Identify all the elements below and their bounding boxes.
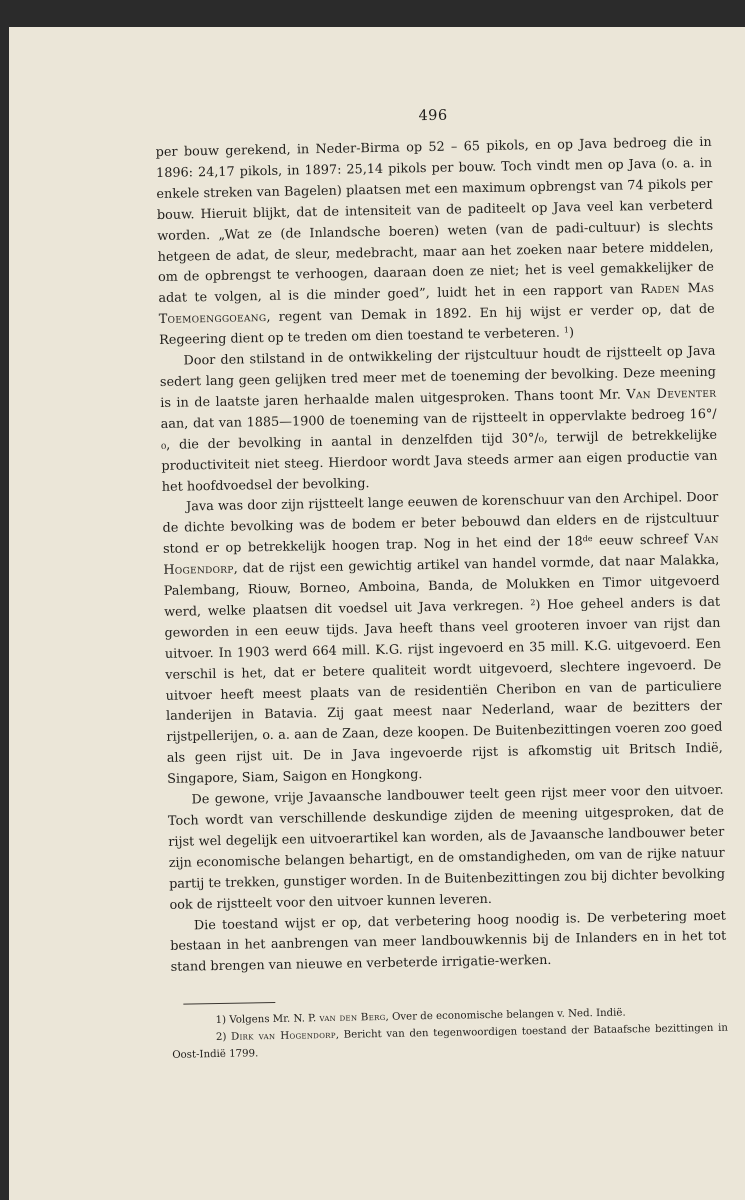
footnote-1: 1) Volgens Mr. N. P. van den Berg, Over de economische belangen v. Ned. Indië. [215, 1007, 626, 1027]
paragraph-5: Die toestand wijst er op, dat verbetering hoog noodig is. De verbetering moet bestaan in het aanbrengen van meer landbouwkennis bij de Inlanders en in het tot stand brengen van nieuwe en verbeterde irrigatie-werken. [170, 908, 727, 976]
footnotes [171, 1003, 728, 1064]
paragraph-4: De gewone, vrije Javaansche landbouwer teelt geen rijst meer voor den uitvoer. Toch wordt van verschillende deskundige zijden de meening uitgesproken, dat de rijst wel degelijk een uitvoerartikel kan worden, als de Javaansche landbouwer beter zijn economische belangen behartigt, en de omstandigheden, om van de rijke natuur partij te trekken, gunstiger worden. In de Buitenbezittingen zou bij dichter bevolking ook de rijstteelt voor den uitvoer kunnen leveren. [167, 782, 726, 913]
body-text [156, 133, 727, 979]
paragraph-2: Door den stilstand in de ontwikkeling der rijstcultuur houdt de rijstteelt op Java sedert lang geen gelijken tred meer met de toeneming der bevolking. Deze meening is in de laatste jaren herhaalde malen uitgesproken. Thans toont Mr. Van Deventer aan, dat van 1885—1900 de toeneming van de rijstteelt in oppervlakte bedroeg 16°/₀, die der bevolking in aantal in denzelfden tijd 30°/₀, terwijl de betrekkelijke productiviteit niet steeg. Hierdoor wordt Java steeds armer aan eigen productie van het hoofdvoedsel der bevolking. [159, 343, 718, 495]
page-number: 496 [418, 107, 448, 125]
page-content [155, 103, 728, 1064]
paragraph-1: per bouw gerekend, in Neder-Birma op 52 – 65 pikols, en op Java bedroeg die in 1896: 24,17 pikols, in 1897: 25,14 pikols per bouw. Toch vindt men op Java (o. a. in enkele streken van Bagelen) plaatsen met een maximum opbrengst van 74 pikols per bouw. Hieruit blijkt, dat de intensiteit van de paditeelt op Java veel kan verbeterd worden. „Wat ze (de Inlandsche boeren) weten (van de padi-cultuur) is slechts hetgeen de adat, de sleur, medebracht, maar aan het zoeken naar betere middelen, om de opbrengst te verhoogen, daaraan doen ze niet; het is veel gemakkelijker de adat te volgen, al is die minder goed”, luidt het in een rapport van Raden Mas Toemoenggoeang, regent van Demak in 1892. En hij wijst er verder op, dat de Regeering dient op te treden om dien toestand te verbeteren. $^1$) [155, 134, 715, 349]
person-name: Raden Mas Toemoenggoeang [158, 281, 715, 328]
footnote-ref: 1 [563, 325, 570, 335]
ordinal-suffix: de [582, 534, 593, 544]
book-page [9, 27, 745, 1200]
person-name: Van Hogendorp [163, 531, 720, 579]
person-name: Van Deventer [626, 385, 717, 403]
footnote-ref: 2 [530, 598, 536, 608]
footnote-divider [183, 1002, 275, 1005]
footnote-2: 2) Dirk van Hogendorp, Bericht van den tegenwoordigen toestand der Bataafsche bezittingen in Oost-Indië 1799. [172, 1022, 728, 1062]
paragraph-3: Java was door zijn rijstteelt lange eeuwen de korenschuur van den Archipel. Door de dichte bevolking was de bodem er beter bebouwd dan elders en de rijstcultuur stond er op betrekkelijk hoogen trap. Nog in het eind der 18de eeuw schreef Van Hogendorp, dat de rijst een gewichtig artikel van handel vormde, dat naar Malakka, Palembang, Riouw, Borneo, Amboina, Banda, de Molukken en Timor uitgevoerd werd, welke plaatsen dit voedsel uit Java verkregen. $^2$) Hoe geheel anders is dat geworden in een eeuw tijds. Java heeft thans veel grooteren invoer van rijst dan uitvoer. In 1903 werd 664 mill. K.G. rijst ingevoerd en 35 mill. K.G. uitgevoerd. Een verschil is het, dat er betere qualiteit wordt uitgevoerd, slechtere ingevoerd. De uitvoer heeft meest plaats van de residentiën Cheribon en van de particuliere landerijen in Batavia. Zij gaat meest naar Nederland, waar de bezitters der rijstpellerijen, o. a. aan de Zaan, deze koopen. De Buitenbezittingen voeren zoo goed als geen rijst uit. De in Java ingevoerde rijst is afkomstig uit Britsch Indië, Singapore, Siam, Saigon en Hongkong. [162, 490, 723, 788]
